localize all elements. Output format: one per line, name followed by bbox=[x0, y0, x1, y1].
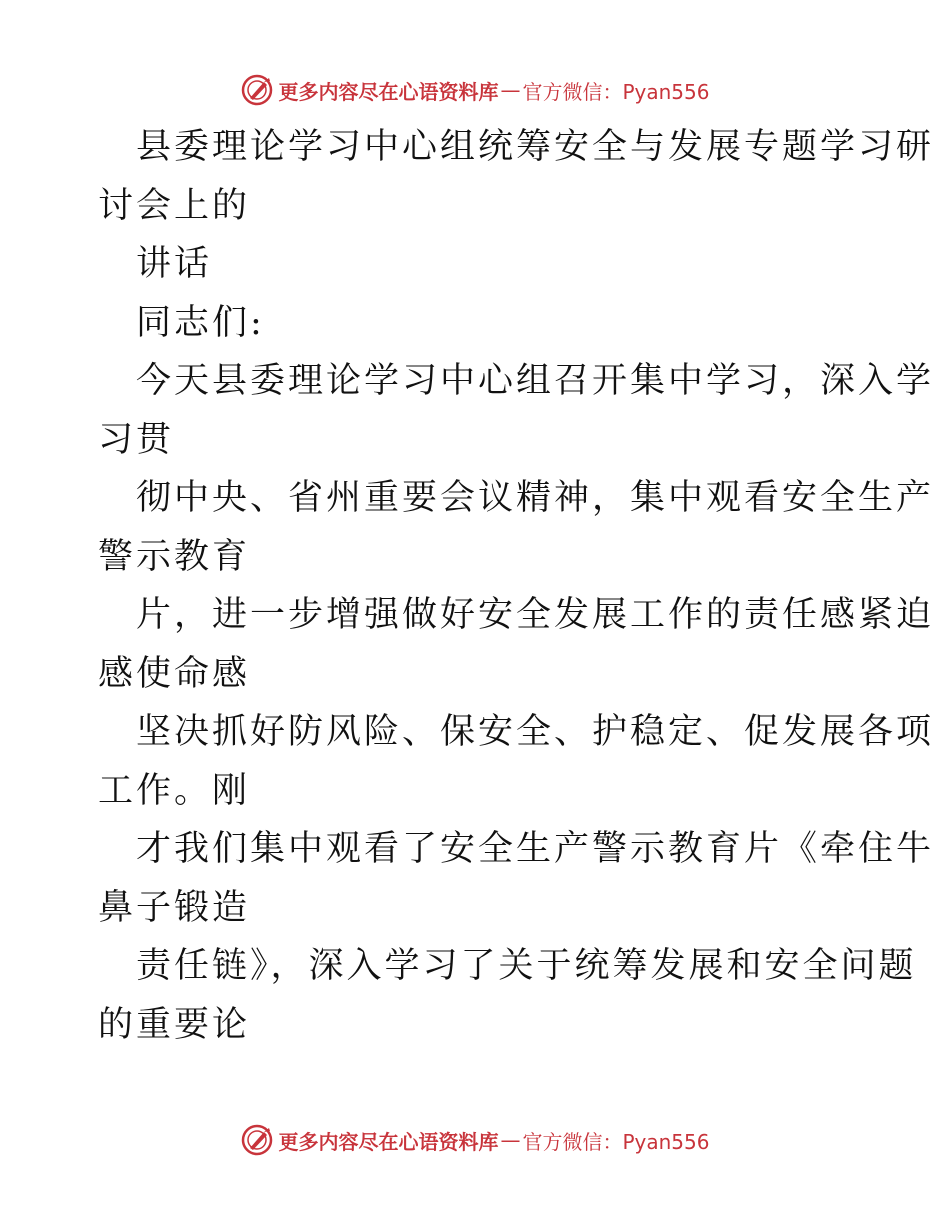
text-line: 彻中央、省州重要会议精神，集中观看安全生产 bbox=[136, 478, 935, 518]
text-line: 同志们: bbox=[136, 302, 265, 343]
text-line: 县委理论学习中心组统筹安全与发展专题学习研 bbox=[136, 127, 935, 167]
banner-dash: — bbox=[500, 1128, 521, 1152]
banner-dash: — bbox=[500, 78, 521, 102]
text-line: 讨会上的 bbox=[98, 185, 251, 226]
document-body bbox=[98, 118, 935, 1054]
text-line: 鼻子锻造 bbox=[98, 887, 251, 928]
text-line: 习贯 bbox=[98, 419, 175, 460]
text-line: 的重要论 bbox=[98, 1004, 251, 1045]
text-line: 警示教育 bbox=[98, 536, 251, 577]
text-line: 工作。刚 bbox=[98, 770, 251, 811]
text-line: 坚决抓好防风险、保安全、护稳定、促发展各项 bbox=[136, 712, 935, 752]
text-line: 才我们集中观看了安全生产警示教育片《牵住牛 bbox=[136, 829, 935, 869]
text-line: 感使命感 bbox=[98, 653, 251, 694]
quill-seal-icon bbox=[240, 73, 274, 107]
text-line: 今天县委理论学习中心组召开集中学习，深入学 bbox=[136, 361, 935, 401]
text-line: 片，进一步增强做好安全发展工作的责任感紧迫 bbox=[136, 595, 935, 635]
banner-wechat: 官方微信：Pyan556 bbox=[522, 1129, 710, 1154]
quill-seal-icon bbox=[240, 1123, 274, 1157]
footer-watermark-banner bbox=[0, 1120, 950, 1160]
banner-text: 更多内容尽在心语资料库 bbox=[278, 1129, 499, 1154]
banner-text: 更多内容尽在心语资料库 bbox=[278, 79, 499, 104]
text-line: 讲话 bbox=[136, 244, 213, 284]
header-watermark-banner bbox=[0, 70, 950, 110]
text-line: 责任链》，深入学习了关于统筹发展和安全问题 bbox=[136, 946, 917, 986]
banner-wechat: 官方微信：Pyan556 bbox=[522, 79, 710, 104]
